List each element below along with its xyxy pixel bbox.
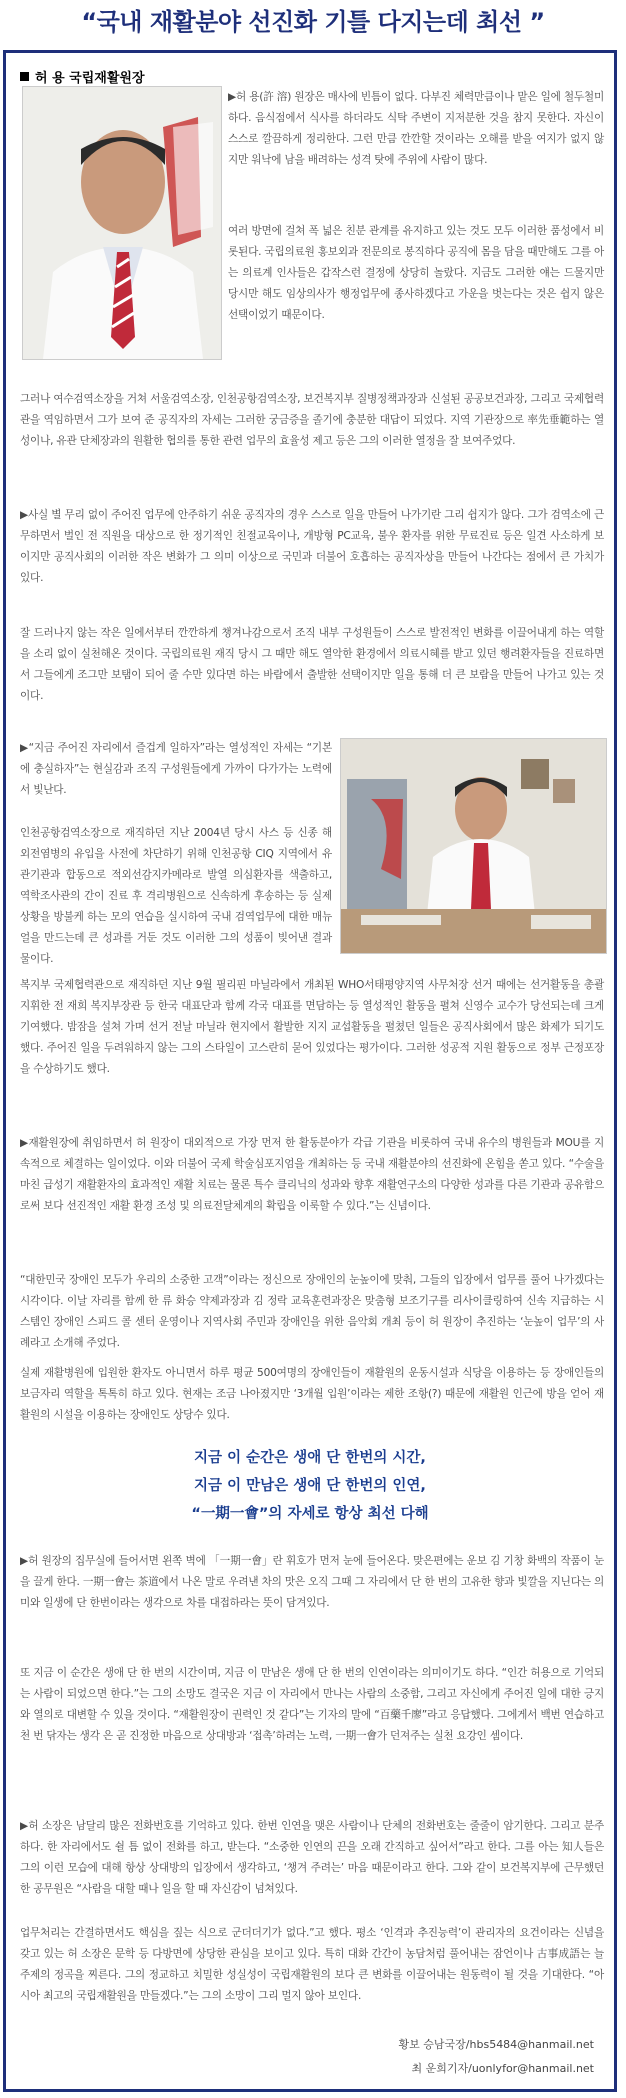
- section-title: [20, 67, 145, 86]
- article-frame: [3, 50, 617, 2092]
- paragraph-3: 그러나 여수검역소장을 거쳐 서울검역소장, 인천공항검역소장, 보건복지부 질병정책과장과 신설된 공공보건과장, 그리고 국제협력관을 역임하면서 그가 보여 준 공직자의 자세는 그러한 궁금증을 졸기에 충분한 대답이 되었다. 지역 기관장으로 率先垂範하는 열성이나, 유관 단체장과의 원활한 협의를 통한 관련 업무의 효율성 제고 등은 그의 이러한 열정을 잘 보여주었다.: [20, 393, 604, 447]
- director-desk-photo: [340, 738, 607, 954]
- byline-1: 황보 승남국장/hbs5484@hanmail.net: [398, 2038, 594, 2051]
- paragraph-12: ▶허 원장의 집무실에 들어서면 왼쪽 벽에 「一期一會」란 휘호가 먼저 눈에 들어온다. 맞은편에는 운보 김 기창 화백의 작품이 눈을 끌게 한다. 一期一會는 茶道에서 나온 말로 우려낸 차의 맛은 오직 그때 그 자리에서 단 한 번의 고유한 향과 빛깔을 지닌다는 의미와 일생에 단 한번이라는 생각으로 차를 대접하라는 뜻이 담겨있다.: [20, 1555, 604, 1609]
- director-portrait-photo: [22, 86, 222, 360]
- pull-quote-line-3: “一期一會”의 자세로 항상 최선 다해: [191, 1506, 429, 1522]
- section-title-text: 허 용 국립재활원장: [35, 71, 145, 86]
- pull-quote-line-2: 지금 이 만남은 생애 단 한번의 인연,: [194, 1478, 426, 1494]
- paragraph-6: ▶“지금 주어진 자리에서 즐겁게 일하자”라는 열성적인 자세는 “기본에 충실하자”는 현실감과 조직 구성원들에게 가까이 다가가는 노력에서 빛난다.: [20, 742, 332, 796]
- paragraph-11: 실제 재활병원에 입원한 환자도 아니면서 하루 평균 500여명의 장애인들이 재활원의 운동시설과 식당을 이용하는 등 장애인들의 보금자리 역할을 톡톡히 하고 있다. 현재는 조금 나아졌지만 ‘3개월 입원’이라는 제한 조항(?) 때문에 재활원 인근에 방을 얻어 재활원의 시설을 이용하는 장애인도 상당수 있다.: [20, 1367, 604, 1421]
- pull-quote-line-1: 지금 이 순간은 생애 단 한번의 시간,: [194, 1450, 426, 1466]
- paragraph-7: 인천공항검역소장으로 재직하던 지난 2004년 당시 사스 등 신종 해외전염병의 유입을 사전에 차단하기 위해 인천공항 CIQ 지역에서 유관기관과 합동으로 적외선감지카메라로 발열 의심환자를 색출하고, 역학조사관의 간이 진료 후 격리병원으로 신속하게 후송하는 등 실제 상황을 방불케 하는 모의 연습을 실시하여 국내 검역업무에 대한 매뉴얼을 만드는데 큰 성과를 거둔 것도 이러한 그의 성품이 빚어낸 결과물이다.: [20, 827, 332, 965]
- pull-quote: [160, 1444, 460, 1536]
- paragraph-5: 잘 드러나지 않는 작은 일에서부터 깐깐하게 챙겨나감으로서 조직 내부 구성원들이 스스로 발전적인 변화를 이끌어내게 하는 역할을 소리 없이 실천해온 것이다. 국립의료원 재직 당시 그 때만 해도 열악한 환경에서 의료시혜를 받고 있던 행려환자들을 진료하면서 그들에게 조그만 보탬이 되어 줄 수만 있다면 하는 바람에서 출발한 선택이지만 일을 통해 더 큰 보람을 만들어 나가고 있는 것이다.: [20, 627, 604, 702]
- paragraph-9: ▶재활원장에 취임하면서 허 원장이 대외적으로 가장 먼저 한 활동분야가 각급 기관을 비롯하여 국내 유수의 병원들과 MOU를 지속적으로 체결하는 일이었다. 이와 더불어 국제 학술심포지엄을 개최하는 등 국내 재활분야의 선진화에 온힘을 쏟고 있다. “수술을 마친 급성기 재활환자의 효과적인 재활 치료는 물론 특수 클리닉의 성과와 향후 재활연구소의 다양한 성과를 다른 기관과 공유함으로써 보다 선진적인 재활 환경 조성 및 의료전달체계의 확립을 이룩할 수 있다.”는 신념이다.: [20, 1137, 604, 1212]
- paragraph-4: ▶사실 별 무리 없이 주어진 업무에 안주하기 쉬운 공직자의 경우 스스로 일을 만들어 나가기란 그리 쉽지가 않다. 그가 검역소에 근무하면서 벌인 전 직원을 대상으로 한 정기적인 친절교육이나, 개방형 PC교육, 불우 환자를 위한 무료진료 등은 일견 사소하게 보이지만 공직사회의 이러한 작은 변화가 그 의미 이상으로 국민과 더불어 호흡하는 공직자상을 만들어 나간다는 점에서 큰 가치가 있다.: [20, 509, 604, 584]
- square-bullet-icon: [20, 72, 29, 81]
- paragraph-13: 또 지금 이 순간은 생애 단 한 번의 시간이며, 지금 이 만남은 생애 단 한 번의 인연이라는 의미이기도 하다. “인간 허용으로 기억되는 사람이 되었으면 한다.”는 그의 소망도 결국은 지금 이 자리에서 만나는 사람의 소중함, 그리고 자신에게 주어진 일에 대한 긍지와 열의로 대변할 수 있을 것이다. “재활원장이 권력인 것 같다”는 기자의 말에 “百藥千廖”라고 응답했다. 그에게서 백번 연습하고 천 번 닦자는 생각 은 곧 진정한 마음으로 상대방과 ‘접촉’하려는 노력, 一期一會가 던져주는 실천 요강인 셈이다.: [20, 1667, 604, 1742]
- paragraph-8: 복지부 국제협력관으로 재직하던 지난 9월 필리핀 마닐라에서 개최된 WHO서태평양지역 사무처장 선거 때에는 선거활동을 총괄 지휘한 전 재희 복지부장관 등 한국 대표단과 함께 각국 대표를 면담하는 등 열성적인 활동을 펼쳐 신영수 교수가 당선되는데 크게 기여했다. 밤잠을 설쳐 가며 선거 전날 마닐라 현지에서 활발한 지지 교섭활동을 펼쳤던 일들은 공직사회에서 많은 화제가 되기도 했다. 주어진 일을 두려워하지 않는 그의 스타일이 고스란히 묻어 있었다는 평가이다. 그러한 성공적 지원 활동으로 정부 근정포장을 수상하기도 했다.: [20, 979, 604, 1075]
- paragraph-15: 업무처리는 간결하면서도 핵심을 짚는 식으로 군더더기가 없다.”고 했다. 평소 ‘인격과 추진능력’이 관리자의 요건이라는 신념을 갖고 있는 허 소장은 문학 등 다방면에 상당한 관심을 보이고 있다. 특히 대화 간간이 농담처럼 풀어내는 잠언이나 古事成語는 늘 주제의 정곡을 찌른다. 그의 정교하고 치밀한 성실성이 국립재활원의 보다 큰 변화를 이끌어내는 원동력이 될 것을 기대한다. “아시아 최고의 국립재활원을 만들겠다.”는 그의 소망이 그리 멀지 않아 보인다.: [20, 1927, 604, 2002]
- paragraph-2: 여러 방면에 걸쳐 폭 넓은 친분 관계를 유지하고 있는 것도 모두 이러한 품성에서 비롯된다. 국립의료원 홍보외과 전문의로 봉직하다 공직에 몸을 담을 때만해도 그를 아는 의료계 인사들은 갑작스런 결정에 상당히 놀랐다. 지금도 그러한 얘는 드물지만 당시만 해도 임상의사가 행정업무에 종사하겠다고 가운을 벗는다는 것은 쉽지 않은 선택이었기 때문이다.: [228, 225, 604, 321]
- paragraph-10: “대한민국 장애인 모두가 우리의 소중한 고객”이라는 정신으로 장애인의 눈높이에 맞춰, 그들의 입장에서 업무를 풀어 나가겠다는 시각이다. 이날 자리를 함께 한 류 화승 약제과장과 김 정락 교육훈련과장은 맞춤형 보조기구를 리사이클링하여 신속 지급하는 시스템인 장애인 스피드 콜 센터 운영이나 지역사회 주민과 장애인을 위한 음악회 개최 등이 허 원장이 추진하는 ‘눈높이 업무’의 사례라고 소개해 주었다.: [20, 1274, 604, 1349]
- byline-2: 최 운희기자/uonlyfor@hanmail.net: [411, 2062, 594, 2075]
- paragraph-1: ▶허 용(許 溶) 원장은 매사에 빈틈이 없다. 다부진 체력만큼이나 맡은 일에 철두철미하다. 음식점에서 식사를 하더라도 식탁 주변이 지저분한 것을 참지 못한다. 자신이 스스로 깔끔하게 정리한다. 그런 만큼 깐깐할 것이라는 오해를 받을 여지가 없지 않지만 워낙에 남을 배려하는 성격 탓에 주위에 사람이 많다.: [228, 91, 604, 166]
- headline: “국내 재활분야 선진화 기틀 다지는데 최선 ”: [81, 8, 545, 36]
- paragraph-14: ▶허 소장은 남달리 많은 전화번호를 기억하고 있다. 한번 인연을 맺은 사람이나 단체의 전화번호는 줄줄이 암기한다. 그리고 분주하다. 한 자리에서도 쉴 틈 없이 전화를 하고, 받는다. “소중한 인연의 끈을 오래 간직하고 싶어서”라고 한다. 그를 아는 知人들은 그의 이런 모습에 대해 항상 상대방의 입장에서 생각하고, ‘챙겨 주려는’ 마음 때문이라고 한다. 그와 같이 보건복지부에 근무했던 한 공무원은 “사람을 대할 때나 일을 할 때 자신감이 넘쳐있다.: [20, 1820, 604, 1895]
